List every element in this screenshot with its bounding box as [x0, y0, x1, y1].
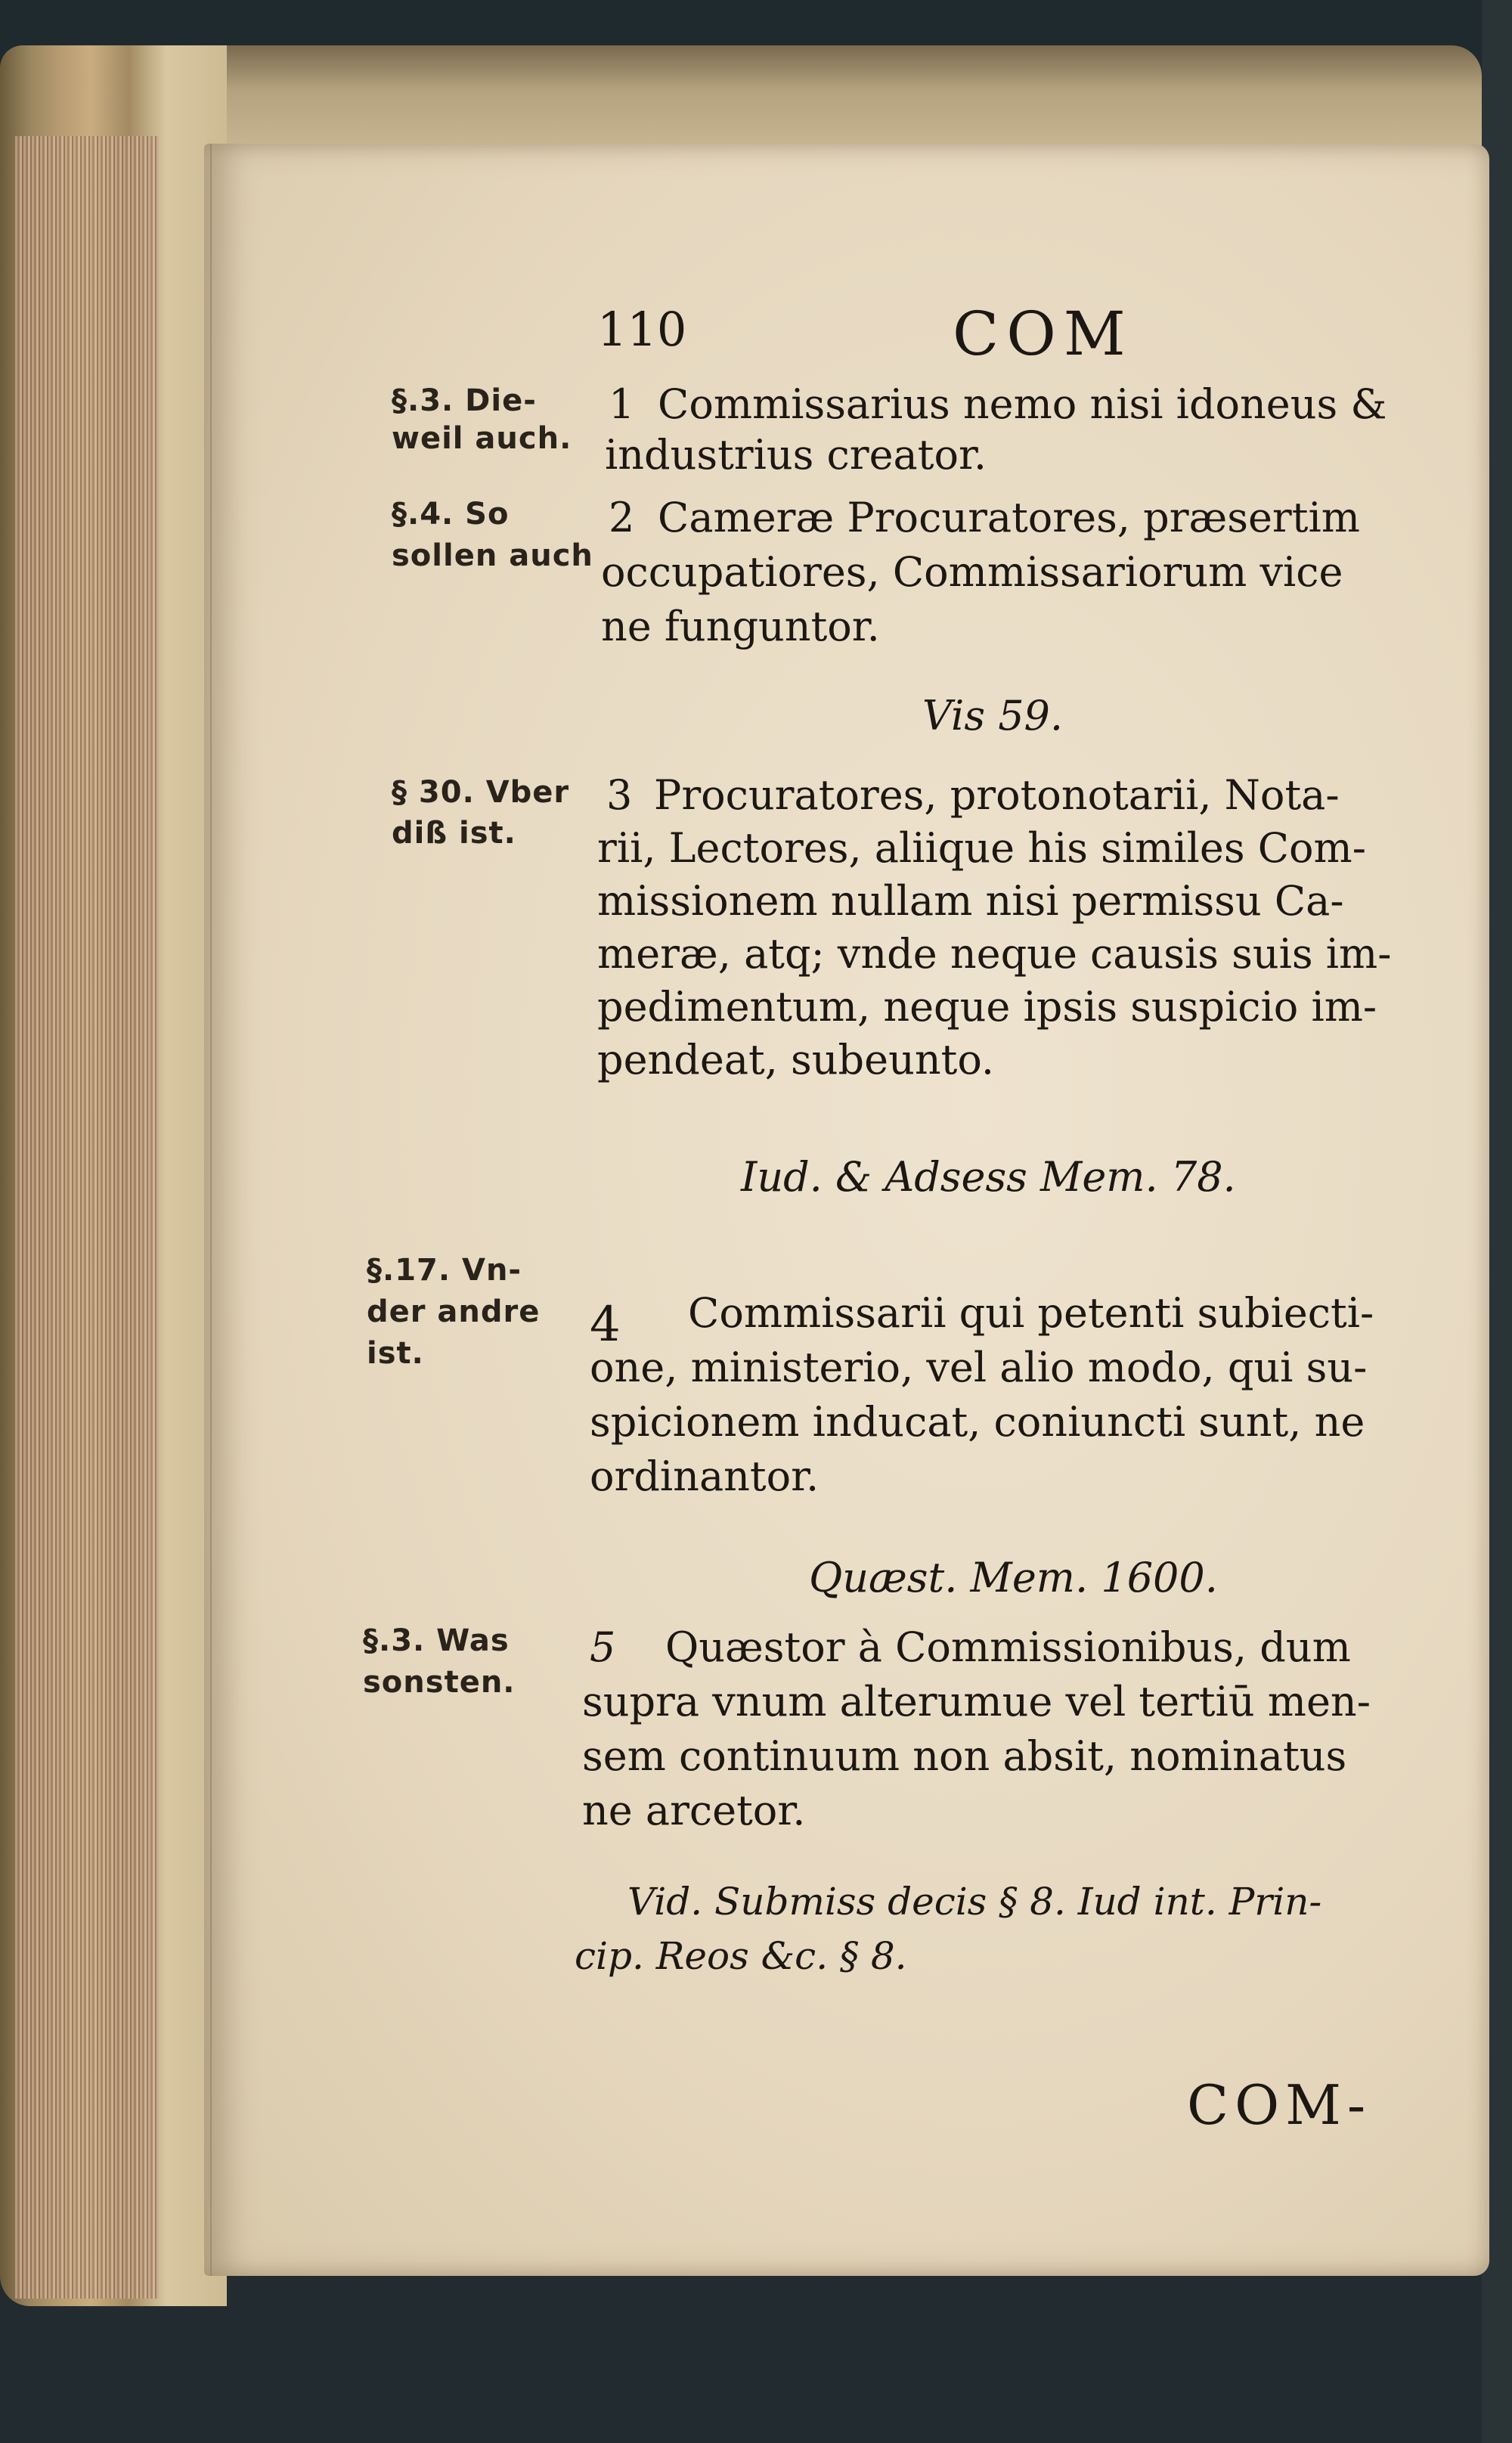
- entry-4-line-2: one, ministerio, vel alio modo, qui su-: [590, 1344, 1368, 1391]
- entry-2-source: Vis 59.: [922, 692, 1064, 739]
- margin-note-2a: §.4. So: [392, 497, 510, 532]
- margin-note-4a: §.17. Vn-: [367, 1253, 522, 1288]
- entry-2-line-3: ne funguntor.: [601, 603, 880, 650]
- entry-number-1: 1: [609, 380, 635, 428]
- margin-note-4c: ist.: [367, 1336, 424, 1371]
- entry-3-line-4: meræ, atq; vnde neque causis suis im-: [597, 930, 1392, 978]
- entry-1-line-2: industrius creator.: [605, 431, 987, 479]
- entry-number-4: 4: [590, 1297, 621, 1353]
- running-headword: COM: [953, 299, 1133, 369]
- page-stack-edge: [15, 136, 159, 2299]
- reference-line-2: cip. Reos &c. § 8.: [575, 1934, 907, 1978]
- entry-3-source: Iud. & Adsess Mem. 78.: [741, 1153, 1236, 1201]
- margin-note-2b: sollen auch: [392, 538, 593, 573]
- entry-3-line-3: missionem nullam nisi permissu Ca-: [597, 877, 1344, 925]
- entry-4-line-1: Commissarii qui petenti subiecti-: [688, 1289, 1374, 1337]
- entry-5-line-3: sem continuum non absit, nominatus: [582, 1732, 1347, 1780]
- margin-note-3b: diß ist.: [392, 816, 516, 851]
- entry-5-line-1: Quæstor à Commissionibus, dum: [665, 1623, 1351, 1671]
- entry-4-source: Quæst. Mem. 1600.: [809, 1554, 1218, 1601]
- catchword: COM-: [1187, 2073, 1372, 2137]
- margin-note-1b: weil auch.: [392, 421, 572, 456]
- entry-3-line-5: pedimentum, neque ipsis suspicio im-: [597, 983, 1377, 1031]
- entry-3-line-2: rii, Lectores, aliique his similes Com-: [597, 824, 1367, 872]
- entry-number-2: 2: [609, 494, 635, 541]
- reference-line-1: Vid. Submiss decis § 8. Iud int. Prin-: [627, 1880, 1322, 1924]
- page-number: 110: [597, 302, 687, 357]
- entry-3-line-6: pendeat, subeunto.: [597, 1036, 995, 1084]
- margin-note-4b: der andre: [367, 1294, 541, 1329]
- entry-1-line-1: Commissarius nemo nisi idoneus &: [658, 380, 1387, 428]
- book-page-edges: [0, 45, 227, 2306]
- book-page: [204, 144, 1489, 2276]
- entry-4-line-3: spicionem inducat, coniuncti sunt, ne: [590, 1398, 1365, 1446]
- background-table: [0, 2268, 1512, 2443]
- margin-note-1a: §.3. Die-: [392, 383, 537, 418]
- margin-note-3a: § 30. Vber: [392, 775, 570, 810]
- entry-4-line-4: ordinantor.: [590, 1452, 820, 1500]
- entry-5-line-2: supra vnum alterumue vel tertiū men-: [582, 1678, 1371, 1725]
- entry-3-line-1: Procuratores, protonotarii, Nota-: [654, 771, 1340, 819]
- margin-note-5b: sonsten.: [363, 1665, 516, 1700]
- gutter-line: [210, 144, 212, 2276]
- entry-number-5: 5: [590, 1623, 616, 1671]
- entry-number-3: 3: [606, 771, 633, 819]
- entry-2-line-2: occupatiores, Commissariorum vice: [601, 548, 1343, 596]
- entry-2-line-1: Cameræ Procuratores, præsertim: [658, 494, 1360, 541]
- margin-note-5a: §.3. Was: [363, 1623, 510, 1658]
- entry-5-line-4: ne arcetor.: [582, 1787, 806, 1834]
